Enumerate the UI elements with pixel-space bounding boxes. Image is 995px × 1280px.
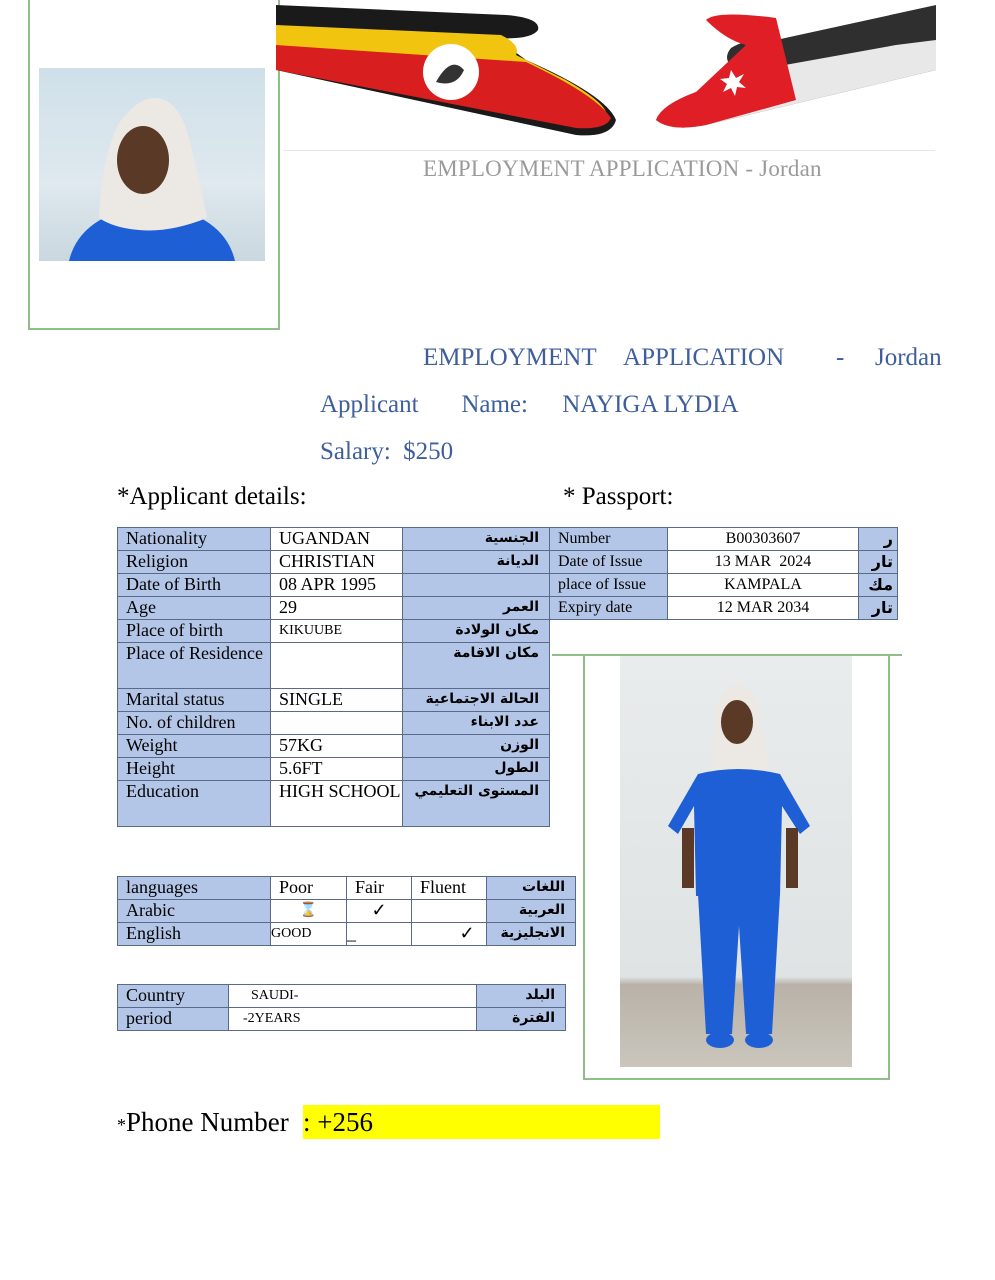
table-row [550, 597, 898, 620]
phone-value: : +256 [303, 1107, 373, 1137]
phone-label-line [117, 1107, 289, 1138]
salary-line [320, 438, 453, 466]
experience-label: Country [118, 985, 229, 1008]
detail-label: Date of Birth [118, 574, 271, 597]
section-applicant-details: *Applicant details: [117, 483, 307, 510]
experience-arabic: الفترة [477, 1008, 566, 1031]
passport-arabic: تار [859, 551, 898, 574]
section-passport: * Passport: [563, 483, 674, 510]
applicant-full-body-photo [620, 656, 852, 1067]
phone-label: Phone Number [126, 1107, 289, 1137]
heading-title: EMPLOYMENT APPLICATION [423, 344, 785, 371]
detail-arabic: الطول [403, 758, 550, 781]
table-row [118, 620, 550, 643]
table-row [550, 551, 898, 574]
experience-table [117, 984, 566, 1031]
detail-value: 08 APR 1995 [271, 574, 403, 597]
detail-label: Religion [118, 551, 271, 574]
detail-label: Education [118, 781, 271, 827]
detail-arabic: الوزن [403, 735, 550, 758]
passport-arabic: تار [859, 597, 898, 620]
detail-label: Weight [118, 735, 271, 758]
table-row [118, 1008, 566, 1031]
language-arabic: العربية [487, 900, 576, 923]
detail-arabic [403, 574, 550, 597]
detail-label: Height [118, 758, 271, 781]
languages-table [117, 876, 576, 946]
applicant-portrait-photo [39, 68, 265, 261]
experience-value: SAUDI- [229, 985, 477, 1008]
passport-value: 13 MAR 2024 [668, 551, 859, 574]
passport-value: 12 MAR 2034 [668, 597, 859, 620]
salary-value: $250 [403, 438, 454, 465]
language-poor: ⌛ [271, 900, 347, 923]
salary-label: Salary: [320, 438, 391, 465]
detail-label: Marital status [118, 689, 271, 712]
table-row [118, 735, 550, 758]
banner-divider [283, 150, 935, 151]
table-row [118, 781, 550, 827]
table-row [118, 643, 550, 689]
passport-table [549, 527, 898, 620]
languages-header-fair: Fair [347, 877, 412, 900]
languages-header-fluent: Fluent [412, 877, 487, 900]
table-row [550, 528, 898, 551]
language-fair: ✓ [347, 900, 412, 923]
table-row [550, 574, 898, 597]
passport-label: Date of Issue [550, 551, 668, 574]
detail-value [271, 643, 403, 689]
detail-arabic: مكان الاقامة [403, 643, 550, 689]
detail-label: No. of children [118, 712, 271, 735]
languages-header-arabic: اللغات [487, 877, 576, 900]
language-label: Arabic [118, 900, 271, 923]
detail-arabic: مكان الولادة [403, 620, 550, 643]
detail-value [271, 712, 403, 735]
detail-value: UGANDAN [271, 528, 403, 551]
heading-dash: - [836, 344, 845, 371]
table-row [118, 877, 576, 900]
table-row [118, 985, 566, 1008]
table-row [118, 597, 550, 620]
applicant-details-table [117, 527, 550, 827]
passport-value: B00303607 [668, 528, 859, 551]
applicant-name-line [320, 391, 739, 419]
detail-arabic: الجنسية [403, 528, 550, 551]
handshake-flags-banner [276, 0, 936, 150]
phone-asterisk: * [117, 1115, 126, 1135]
passport-label: place of Issue [550, 574, 668, 597]
detail-label: Nationality [118, 528, 271, 551]
language-label: English [118, 923, 271, 946]
languages-header-poor: Poor [271, 877, 347, 900]
passport-value: KAMPALA [668, 574, 859, 597]
detail-arabic: العمر [403, 597, 550, 620]
table-row [118, 551, 550, 574]
table-row [118, 923, 576, 946]
detail-arabic: الديانة [403, 551, 550, 574]
detail-label: Age [118, 597, 271, 620]
detail-value: KIKUUBE [271, 620, 403, 643]
detail-value: HIGH SCHOOL [271, 781, 403, 827]
experience-label: period [118, 1008, 229, 1031]
detail-label: Place of Residence [118, 643, 271, 689]
table-row [118, 574, 550, 597]
language-fluent: ✓ [412, 923, 487, 946]
passport-arabic: مك [859, 574, 898, 597]
passport-label: Expiry date [550, 597, 668, 620]
language-fluent [412, 900, 487, 923]
applicant-name-value: NAYIGA LYDIA [562, 391, 739, 418]
detail-value: 29 [271, 597, 403, 620]
heading-country: Jordan [875, 344, 942, 371]
passport-label: Number [550, 528, 668, 551]
table-row [118, 528, 550, 551]
banner-caption: EMPLOYMENT APPLICATION - Jordan [423, 156, 822, 181]
detail-value: 57KG [271, 735, 403, 758]
applicant-name-label: Applicant Name: [320, 391, 528, 418]
detail-arabic: عدد الابناء [403, 712, 550, 735]
language-poor: GOOD [271, 923, 347, 946]
experience-value: -2YEARS [229, 1008, 477, 1031]
table-row [118, 689, 550, 712]
detail-arabic: الحالة الاجتماعية [403, 689, 550, 712]
table-row [118, 712, 550, 735]
language-fair: _ [347, 923, 412, 946]
table-row [118, 758, 550, 781]
table-row [118, 900, 576, 923]
detail-value: CHRISTIAN [271, 551, 403, 574]
languages-header-label: languages [118, 877, 271, 900]
passport-arabic: ر [859, 528, 898, 551]
language-arabic: الانجليزية [487, 923, 576, 946]
detail-label: Place of birth [118, 620, 271, 643]
detail-value: SINGLE [271, 689, 403, 712]
experience-arabic: البلد [477, 985, 566, 1008]
detail-arabic: المستوى التعليمي [403, 781, 550, 827]
detail-value: 5.6FT [271, 758, 403, 781]
